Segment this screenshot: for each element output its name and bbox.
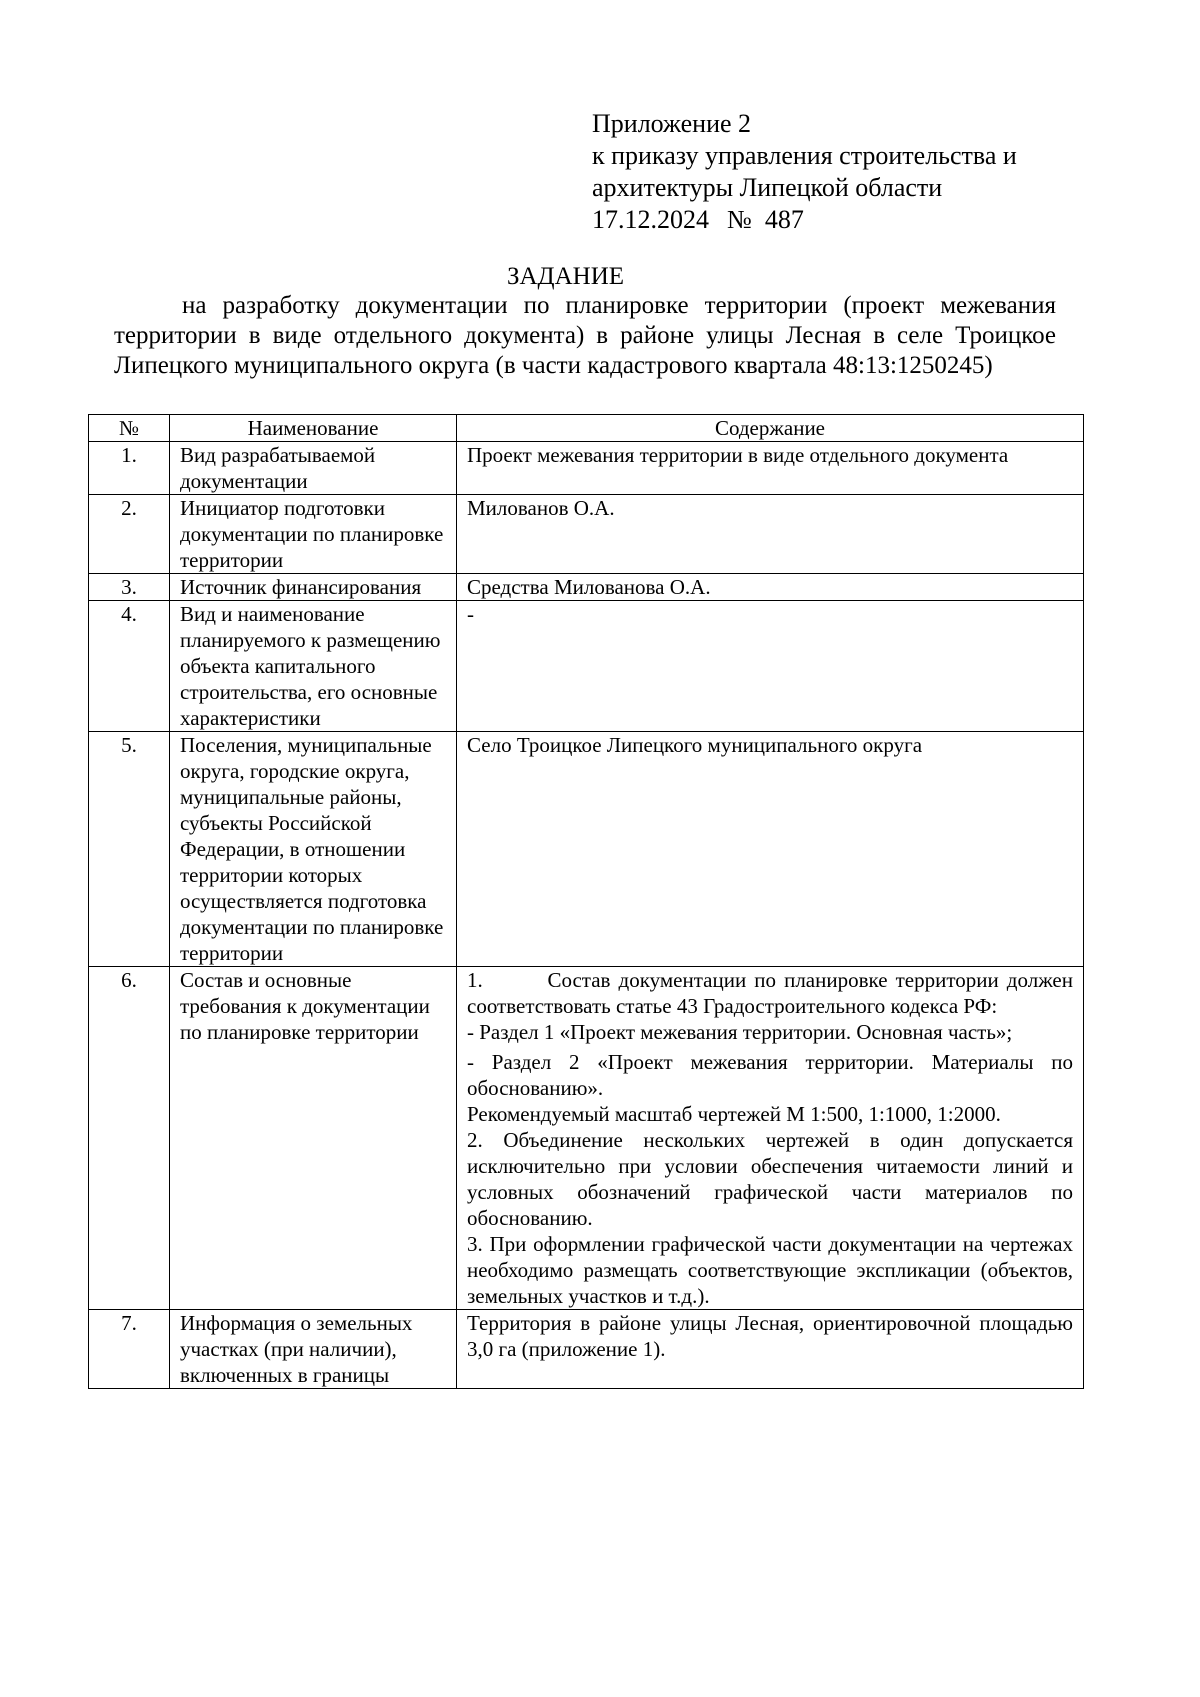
row-number: 4. <box>89 601 170 732</box>
table-row <box>89 732 1084 967</box>
approval-date: 17.12.2024 <box>592 205 709 234</box>
approval-number: 487 <box>764 205 804 234</box>
header-num: № <box>89 415 170 442</box>
content-paragraph: Территория в районе улицы Лесная, ориентировочной площадью 3,0 га (приложение 1). <box>467 1311 1073 1361</box>
table-header-row <box>89 415 1084 442</box>
approval-line-1: Приложение 2 <box>592 109 752 138</box>
row-number: 2. <box>89 495 170 574</box>
document-subtitle: на разработку документации по планировке территории (проект межевания территории в виде отдельного документа) в районе улицы Лесная в селе Троицкое Липецкого муниципального округа (в части кадастрового квартала 48:13:1250245) <box>114 292 1056 379</box>
content-paragraph: - Раздел 1 «Проект межевания территории. Основная часть»; <box>467 1020 1013 1044</box>
task-table <box>88 414 1084 1389</box>
content-paragraph: Рекомендуемый масштаб чертежей М 1:500, 1:1000, 1:2000. <box>467 1102 1001 1126</box>
row-name: Поселения, муниципальные округа, городские округа, муниципальные районы, субъекты Российской Федерации, в отношении территории которых осуществляется подготовка документации по планировке территории <box>170 732 457 967</box>
header-content: Содержание <box>457 415 1084 442</box>
row-name: Информация о земельных участках (при наличии), включенных в границы <box>170 1310 457 1389</box>
approval-line-3: архитектуры Липецкой области <box>592 173 943 202</box>
table-row <box>89 495 1084 574</box>
approval-block <box>592 108 1017 236</box>
content-paragraph: Средства Милованова О.А. <box>467 575 711 599</box>
content-paragraph: Проект межевания территории в виде отдельного документа <box>467 443 1009 467</box>
row-content <box>457 967 1084 1310</box>
row-number: 6. <box>89 967 170 1310</box>
row-content <box>457 442 1084 495</box>
content-paragraph: - Раздел 2 «Проект межевания территории. Материалы по обоснованию». <box>467 1050 1073 1100</box>
row-number: 1. <box>89 442 170 495</box>
content-paragraph: 2. Объединение нескольких чертежей в один допускается исключительно при условии обеспечения читаемости линий и условных обозначений графической части материалов по обоснованию. <box>467 1128 1073 1230</box>
row-name: Инициатор подготовки документации по планировке территории <box>170 495 457 574</box>
row-content <box>457 495 1084 574</box>
row-name: Вид и наименование планируемого к размещению объекта капитального строительства, его основные характеристики <box>170 601 457 732</box>
row-content <box>457 732 1084 967</box>
content-paragraph: - <box>467 602 474 626</box>
header-name: Наименование <box>170 415 457 442</box>
row-content <box>457 601 1084 732</box>
content-paragraph: Село Троицкое Липецкого муниципального округа <box>467 733 923 757</box>
row-name: Источник финансирования <box>170 574 457 601</box>
approval-date-number <box>592 204 1017 236</box>
document-title: ЗАДАНИЕ <box>506 263 625 290</box>
row-name: Вид разрабатываемой документации <box>170 442 457 495</box>
row-name: Состав и основные требования к документации по планировке территории <box>170 967 457 1310</box>
table-row <box>89 601 1084 732</box>
row-number: 7. <box>89 1310 170 1389</box>
content-paragraph: 3. При оформлении графической части документации на чертежах необходимо размещать соответствующие экспликации (объектов, земельных участков и т.д.). <box>467 1232 1073 1308</box>
content-paragraph: Милованов О.А. <box>467 496 615 520</box>
row-content <box>457 1310 1084 1389</box>
row-number: 3. <box>89 574 170 601</box>
table-row <box>89 967 1084 1310</box>
content-paragraph: 1. Состав документации по планировке территории должен соответствовать статье 43 Градостроительного кодекса РФ: <box>467 968 1073 1018</box>
row-content <box>457 574 1084 601</box>
approval-line-2: к приказу управления строительства и <box>592 141 1017 170</box>
row-number: 5. <box>89 732 170 967</box>
table-row <box>89 1310 1084 1389</box>
number-sign: № <box>727 205 752 234</box>
table-row <box>89 442 1084 495</box>
task-table-body <box>89 442 1084 1389</box>
table-row <box>89 574 1084 601</box>
